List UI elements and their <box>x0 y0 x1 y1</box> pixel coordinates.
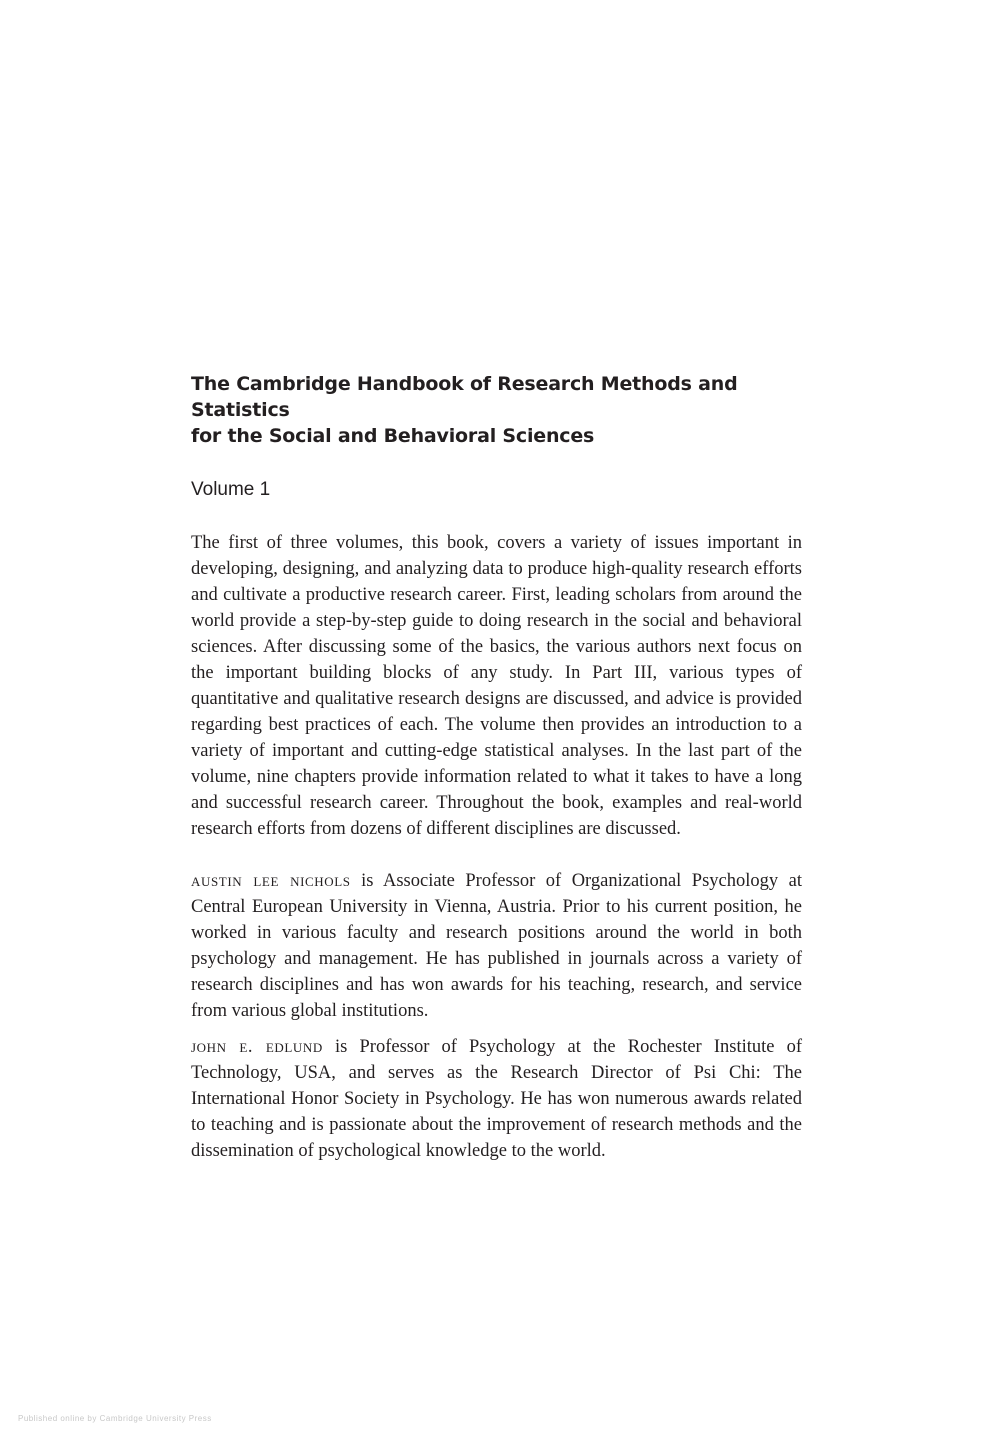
page-content <box>191 371 802 1164</box>
author-name-edlund: john e. edlund <box>191 1037 323 1057</box>
author-bio-nichols <box>191 868 802 1024</box>
author-name-nichols: austin lee nichols <box>191 871 351 891</box>
book-title-line-1: The Cambridge Handbook of Research Methods and Statistics <box>191 373 738 421</box>
author-bio-text-edlund: is Professor of Psychology at the Rochester Institute of Technology, USA, and serves as the Research Director of Psi Chi: The International Honor Society in Psychology. He has won numerous awards related to teaching and is passionate about the improvement of research methods and the dissemination of psychological knowledge to the world. <box>191 1037 803 1161</box>
book-title-line-2: for the Social and Behavioral Sciences <box>191 425 595 447</box>
volume-label: Volume 1 <box>191 479 271 500</box>
author-bio-text-nichols: is Associate Professor of Organizational Psychology at Central European University in Vienna, Austria. Prior to his current position, he worked in various faculty and research positions around the world in both psychology and management. He has published in journals across a variety of research disciplines and has won awards for his teaching, research, and service from various global institutions. <box>191 871 802 1021</box>
publisher-footer: Published online by Cambridge University Press <box>18 1414 212 1423</box>
book-title <box>191 371 802 449</box>
book-description: The first of three volumes, this book, covers a variety of issues important in developing, designing, and analyzing data to produce high-quality research efforts and cultivate a productive research career. First, leading scholars from around the world provide a step-by-step guide to doing research in the social and behavioral sciences. After discussing some of the basics, the various authors next focus on the important building blocks of any study. In Part III, various types of quantitative and qualitative research designs are discussed, and advice is provided regarding best practices of each. The volume then provides an introduction to a variety of important and cutting-edge statistical analyses. In the last part of the volume, nine chapters provide information related to what it takes to have a long and successful research career. Throughout the book, examples and real-world research efforts from dozens of different disciplines are discussed. <box>191 533 802 839</box>
author-bio-edlund <box>191 1034 802 1164</box>
